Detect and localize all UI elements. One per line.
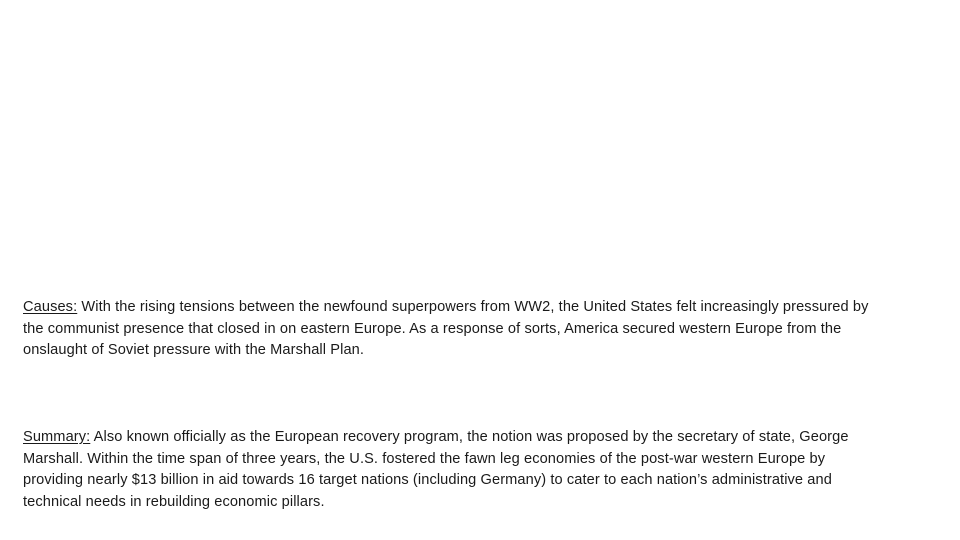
causes-label: Causes: [23, 299, 78, 315]
causes-paragraph [23, 297, 873, 362]
summary-paragraph [23, 427, 873, 513]
summary-label: Summary: [23, 429, 91, 445]
causes-text: With the rising tensions between the newfound superpowers from WW2, the United States felt increasingly pressured by the communist presence that closed in on eastern Europe. As a response of sorts, America secured western Europe from the onslaught of Soviet pressure with the Marshall Plan. [23, 299, 869, 358]
summary-text: Also known officially as the European recovery program, the notion was proposed by the secretary of state, George Marshall. Within the time span of three years, the U.S. fostered the fawn leg economies of the post-war western Europe by providing nearly $13 billion in aid towards 16 target nations (including Germany) to cater to each nation’s administrative and technical needs in rebuilding economic pillars. [23, 429, 849, 510]
